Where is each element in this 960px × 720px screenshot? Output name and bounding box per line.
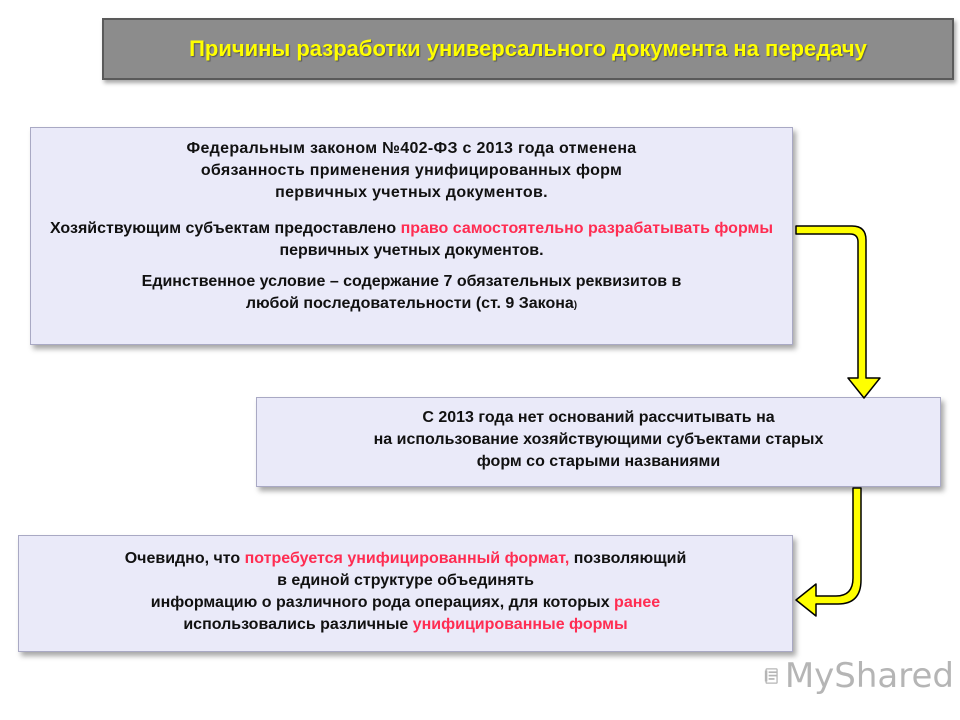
- highlight-forms: унифицированные формы: [412, 616, 628, 633]
- highlight-earlier: ранее: [614, 594, 661, 611]
- arrow-box1-to-box2: [796, 226, 880, 398]
- highlight-format: потребуется унифицированный формат,: [244, 550, 570, 567]
- law-paragraph: Федеральным законом №402-ФЗ с 2013 года отменена обязанность применения унифицированных форм первичных учетных документов.: [186, 140, 637, 201]
- watermark-text: MyShared: [784, 656, 954, 696]
- conclusion-text: С 2013 года нет оснований рассчитывать на на использование хозяйствующими субъектами старых форм со старыми названиями: [373, 409, 824, 470]
- watermark-logo: [764, 654, 954, 698]
- page-title: Причины разработки универсального документа на передачу: [189, 36, 867, 61]
- slides-logo-icon: [764, 656, 781, 696]
- result-text: Очевидно, что потребуется унифицированный формат, позволяющий в единой структуре объединять информацию о различного рода операциях, для которых ранее использовались различные унифицированные формы: [124, 550, 687, 633]
- arrow-box2-to-box3: [796, 488, 861, 616]
- highlight-right: право самостоятельно разрабатывать формы: [400, 220, 774, 237]
- condition-paragraph: Единственное условие – содержание 7 обязательных реквизитов в любой последовательности (ст. 9 Закона): [141, 273, 682, 312]
- rights-paragraph: Хозяйствующим субъектам предоставлено право самостоятельно разрабатывать формы первичных учетных документов.: [49, 220, 774, 259]
